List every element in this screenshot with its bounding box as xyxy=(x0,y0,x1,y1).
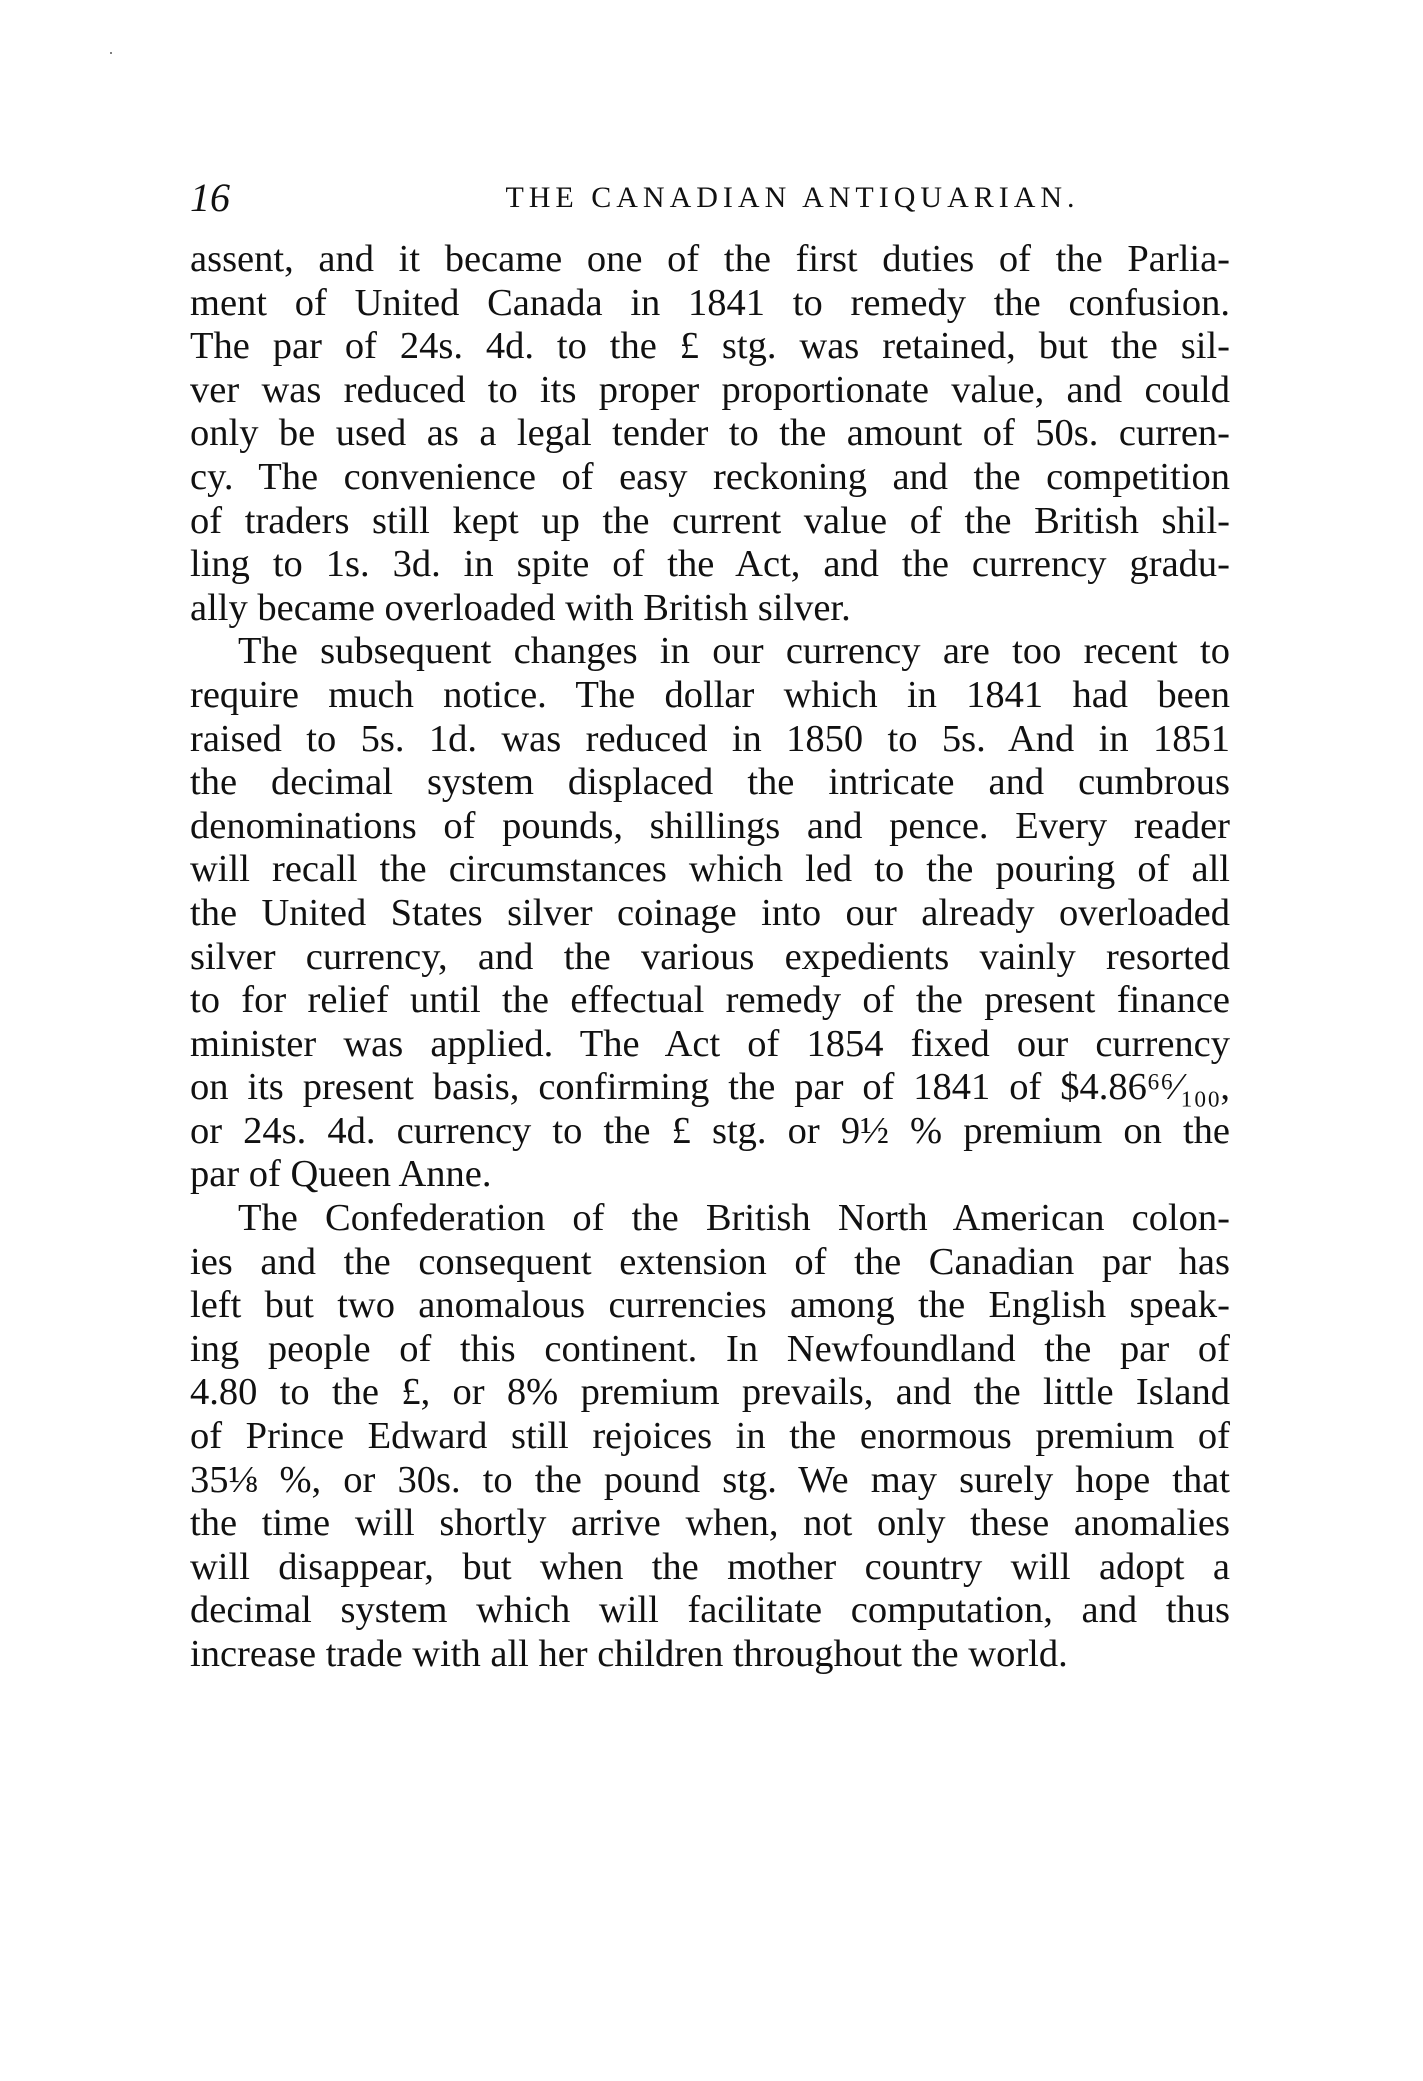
text-line: assent, and it became one of the first duties of the Parlia- xyxy=(190,238,1230,280)
text-line: increase trade with all her children throughout the world. xyxy=(190,1633,1068,1675)
text-line: cy. The convenience of easy reckoning and the competition xyxy=(190,455,1230,498)
text-line: only be used as a legal tender to the amount of 50s. curren- xyxy=(190,412,1230,455)
text-line: of Prince Edward still rejoices in the enormous premium of xyxy=(190,1415,1230,1458)
text-line: to for relief until the effectual remedy of the present finance xyxy=(190,979,1230,1022)
text-line: denominations of pounds, shillings and pence. Every reader xyxy=(190,804,1230,847)
text-line: The subsequent changes in our currency are too recent to xyxy=(238,630,1230,673)
text-line: ies and the consequent extension of the Canadian par has xyxy=(190,1240,1230,1283)
text-line: par of Queen Anne. xyxy=(190,1153,492,1196)
text-line: or 24s. 4d. currency to the £ stg. or 9½ % premium on the xyxy=(190,1109,1230,1152)
text-line: on its present basis, confirming the par of 1841 of $4.86⁶⁶⁄₁₀₀, xyxy=(190,1066,1230,1109)
scan-speck xyxy=(110,52,112,54)
running-title: THE CANADIAN ANTIQUARIAN. xyxy=(505,181,1080,214)
paragraph-3 xyxy=(190,1197,1230,1677)
text-line: 35⅛ %, or 30s. to the pound stg. We may surely hope that xyxy=(190,1458,1230,1501)
text-line: the decimal system displaced the intricate and cumbrous xyxy=(190,761,1230,804)
text-line: will disappear, but when the mother country will adopt a xyxy=(190,1545,1230,1588)
paragraph-2 xyxy=(190,630,1230,1197)
text-line: ling to 1s. 3d. in spite of the Act, and the currency gradu- xyxy=(190,543,1230,586)
text-line: ment of United Canada in 1841 to remedy the confusion. xyxy=(190,281,1230,324)
text-line: The Confederation of the British North American colon- xyxy=(238,1197,1230,1240)
page-number: 16 xyxy=(190,175,230,220)
text-line: minister was applied. The Act of 1854 fixed our currency xyxy=(190,1022,1230,1065)
text-line: silver currency, and the various expedients vainly resorted xyxy=(190,935,1230,978)
paragraph-1 xyxy=(190,238,1230,630)
text-line: 4.80 to the £, or 8% premium prevails, and the little Island xyxy=(190,1371,1230,1414)
text-line: left but two anomalous currencies among the English speak- xyxy=(190,1284,1230,1327)
text-line: ing people of this continent. In Newfoundland the par of xyxy=(190,1327,1230,1370)
text-line: will recall the circumstances which led to the pouring of all xyxy=(190,848,1230,891)
text-line: the time will shortly arrive when, not only these anomalies xyxy=(190,1502,1230,1545)
text-line: require much notice. The dollar which in 1841 had been xyxy=(190,673,1230,716)
body-text xyxy=(190,238,1230,1677)
text-line: raised to 5s. 1d. was reduced in 1850 to 5s. And in 1851 xyxy=(190,717,1230,760)
text-line: the United States silver coinage into our already overloaded xyxy=(190,891,1230,934)
text-line: ally became overloaded with British silver. xyxy=(190,586,851,629)
text-line: The par of 24s. 4d. to the £ stg. was retained, but the sil- xyxy=(190,325,1230,368)
text-line: ver was reduced to its proper proportionate value, and could xyxy=(190,368,1230,411)
running-head xyxy=(190,168,1235,228)
text-line: decimal system which will facilitate computation, and thus xyxy=(190,1589,1230,1632)
text-line: of traders still kept up the current value of the British shil- xyxy=(190,499,1230,542)
